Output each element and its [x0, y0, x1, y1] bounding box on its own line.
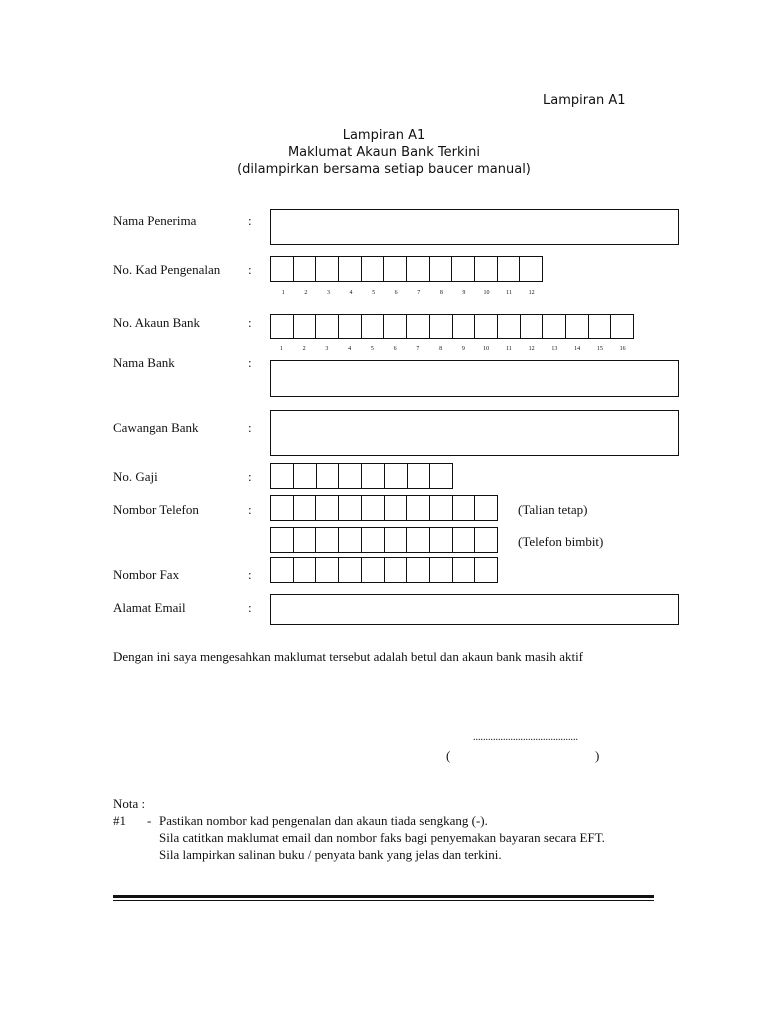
cawangan-bank-label: Cawangan Bank: [113, 420, 199, 435]
digit-cell[interactable]: [294, 315, 317, 338]
digit-cell[interactable]: [520, 257, 542, 281]
nama-penerima-label: Nama Penerima: [113, 213, 197, 228]
talian-tetap-field[interactable]: [270, 495, 498, 521]
digit-cell[interactable]: [316, 315, 339, 338]
digit-number: 10: [483, 290, 490, 296]
digit-number: 3: [325, 346, 329, 352]
digit-number: 4: [349, 290, 353, 296]
digit-number: 10: [483, 346, 490, 352]
digit-cell[interactable]: [384, 315, 407, 338]
digit-cell[interactable]: [294, 257, 317, 281]
digit-number: 8: [439, 290, 443, 296]
kad-pengenalan-field[interactable]: [270, 256, 543, 282]
digit-cell[interactable]: [271, 528, 294, 552]
digit-cell[interactable]: [385, 496, 408, 520]
colon: :: [248, 355, 252, 370]
nombor-fax-field[interactable]: [270, 557, 498, 583]
footer-rule-thin: [113, 900, 654, 901]
digit-cell[interactable]: [384, 257, 407, 281]
digit-number: 15: [596, 346, 603, 352]
declaration-text: Dengan ini saya mengesahkan maklumat tersebut adalah betul dan akaun bank masih aktif: [113, 649, 584, 664]
notes-heading: Nota :: [113, 796, 146, 811]
digit-cell[interactable]: [294, 496, 317, 520]
akaun-digit-numbers: [270, 346, 634, 352]
digit-cell[interactable]: [430, 496, 453, 520]
kad-digit-numbers: [272, 290, 543, 296]
digit-number: 14: [574, 346, 581, 352]
digit-cell[interactable]: [362, 315, 385, 338]
digit-cell[interactable]: [294, 528, 317, 552]
subtitle-line: Maklumat Akaun Bank Terkini: [287, 145, 481, 160]
digit-number: 11: [506, 290, 512, 296]
digit-number: 7: [417, 290, 421, 296]
digit-number: 8: [439, 346, 443, 352]
digit-cell[interactable]: [271, 496, 294, 520]
nama-bank-field[interactable]: [270, 360, 679, 397]
digit-cell[interactable]: [271, 558, 294, 582]
colon: :: [248, 469, 252, 484]
nombor-telefon-label: Nombor Telefon: [113, 502, 199, 517]
digit-cell[interactable]: [498, 257, 521, 281]
digit-number: 9: [461, 346, 465, 352]
digit-cell[interactable]: [475, 315, 498, 338]
digit-cell[interactable]: [362, 496, 385, 520]
digit-cell[interactable]: [453, 315, 476, 338]
colon: :: [248, 600, 252, 615]
digit-cell[interactable]: [430, 257, 453, 281]
kad-pengenalan-label: No. Kad Pengenalan: [113, 262, 221, 277]
digit-number: 1: [279, 346, 283, 352]
digit-cell[interactable]: [407, 558, 430, 582]
notes-dash: -: [147, 813, 152, 828]
digit-number: 5: [372, 290, 376, 296]
digit-number: 2: [302, 346, 306, 352]
notes-marker: #1: [113, 813, 126, 828]
digit-cell[interactable]: [339, 315, 362, 338]
digit-cell[interactable]: [385, 528, 408, 552]
footer-rule: [113, 895, 654, 898]
colon: :: [248, 213, 252, 228]
digit-cell[interactable]: [453, 528, 476, 552]
digit-cell[interactable]: [430, 558, 453, 582]
digit-cell[interactable]: [475, 257, 498, 281]
digit-cell[interactable]: [362, 464, 385, 488]
alamat-email-label: Alamat Email: [113, 600, 186, 615]
digit-cell[interactable]: [362, 257, 385, 281]
signature-close-paren: ): [595, 748, 600, 763]
digit-cell[interactable]: [271, 464, 294, 488]
digit-cell[interactable]: [339, 528, 362, 552]
digit-cell[interactable]: [294, 558, 317, 582]
digit-number: 5: [370, 346, 374, 352]
digit-number: 3: [326, 290, 330, 296]
talian-tetap-label: (Talian tetap): [518, 502, 588, 517]
colon: :: [248, 567, 252, 582]
digit-cell[interactable]: [362, 528, 385, 552]
note-line: Sila lampirkan salinan buku / penyata bank yang jelas dan terkini.: [159, 847, 502, 862]
colon: :: [248, 502, 252, 517]
digit-number: 11: [505, 346, 512, 352]
document-title: [200, 127, 568, 178]
digit-cell[interactable]: [498, 315, 521, 338]
digit-cell[interactable]: [316, 257, 339, 281]
digit-cell[interactable]: [316, 528, 339, 552]
digit-number: 2: [304, 290, 308, 296]
digit-number: 12: [528, 290, 535, 296]
digit-cell[interactable]: [543, 315, 566, 338]
digit-cell[interactable]: [475, 528, 497, 552]
note-line: Sila catitkan maklumat email dan nombor faks bagi penyemakan bayaran secara EFT.: [159, 830, 605, 845]
digit-cell[interactable]: [339, 496, 362, 520]
colon: :: [248, 262, 252, 277]
digit-cell[interactable]: [408, 464, 431, 488]
digit-cell[interactable]: [589, 315, 612, 338]
digit-cell[interactable]: [339, 257, 362, 281]
digit-cell[interactable]: [271, 315, 294, 338]
telefon-bimbit-field[interactable]: [270, 527, 498, 553]
cawangan-bank-field[interactable]: [270, 410, 679, 456]
digit-cell[interactable]: [453, 558, 476, 582]
digit-number: 6: [394, 290, 398, 296]
digit-cell[interactable]: [362, 558, 385, 582]
digit-cell[interactable]: [407, 315, 430, 338]
digit-cell[interactable]: [453, 496, 476, 520]
digit-cell[interactable]: [407, 496, 430, 520]
digit-cell[interactable]: [316, 496, 339, 520]
akaun-bank-field[interactable]: [270, 314, 634, 339]
digit-number: 12: [528, 346, 535, 352]
digit-number: 4: [348, 346, 352, 352]
digit-number: 9: [462, 290, 466, 296]
digit-cell[interactable]: [407, 257, 430, 281]
title-line: Lampiran A1: [342, 128, 426, 143]
subtitle-line-2: (dilampirkan bersama setiap baucer manual): [237, 162, 531, 177]
digit-cell[interactable]: [316, 558, 339, 582]
digit-cell[interactable]: [521, 315, 544, 338]
no-gaji-field[interactable]: [270, 463, 453, 489]
note-line: Pastikan nombor kad pengenalan dan akaun tiada sengkang (-).: [159, 813, 488, 828]
digit-cell[interactable]: [475, 496, 497, 520]
nombor-fax-label: Nombor Fax: [113, 567, 180, 582]
digit-cell[interactable]: [385, 558, 408, 582]
digit-number: 6: [393, 346, 397, 352]
colon: :: [248, 315, 252, 330]
digit-number: 16: [619, 346, 626, 352]
no-gaji-label: No. Gaji: [113, 469, 158, 484]
telefon-bimbit-label: (Telefon bimbit): [518, 534, 604, 549]
nama-penerima-field[interactable]: [270, 209, 679, 245]
digit-number: 13: [551, 346, 558, 352]
digit-cell[interactable]: [294, 464, 317, 488]
digit-cell[interactable]: [430, 315, 453, 338]
digit-cell[interactable]: [566, 315, 589, 338]
digit-cell[interactable]: [339, 464, 362, 488]
digit-number: 1: [281, 290, 285, 296]
digit-cell[interactable]: [452, 257, 475, 281]
digit-cell[interactable]: [430, 528, 453, 552]
digit-cell[interactable]: [430, 464, 452, 488]
digit-cell[interactable]: [339, 558, 362, 582]
alamat-email-field[interactable]: [270, 594, 679, 625]
akaun-bank-label: No. Akaun Bank: [113, 315, 201, 330]
corner-label: Lampiran A1: [543, 93, 626, 108]
signature-open-paren: (: [446, 748, 451, 763]
digit-cell[interactable]: [385, 464, 408, 488]
digit-cell[interactable]: [407, 528, 430, 552]
digit-number: 7: [416, 346, 420, 352]
digit-cell[interactable]: [611, 315, 633, 338]
signature-line: ..........................................: [473, 732, 578, 743]
nama-bank-label: Nama Bank: [113, 355, 175, 370]
digit-cell[interactable]: [317, 464, 340, 488]
digit-cell[interactable]: [271, 257, 294, 281]
digit-cell[interactable]: [475, 558, 497, 582]
colon: :: [248, 420, 252, 435]
